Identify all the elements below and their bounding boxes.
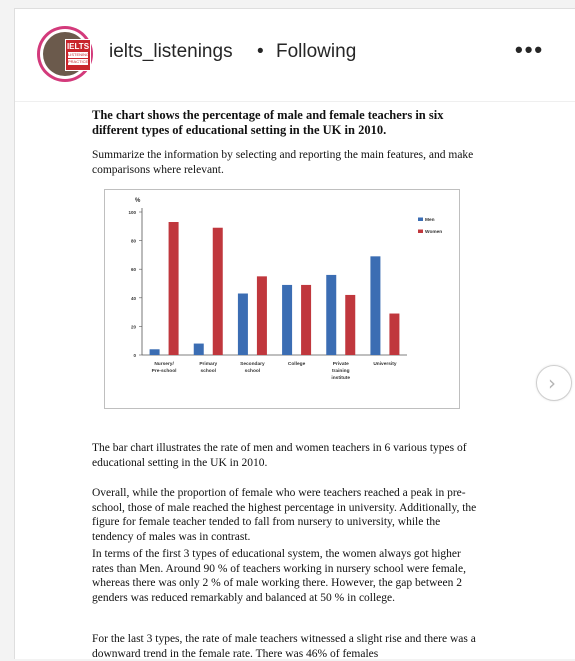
post-header [15, 9, 575, 102]
logo-line-3: PRACTICE [68, 59, 89, 64]
paragraph-4: For the last 3 types, the rate of male teachers witnessed a slight rise and there was a downward trend in the female rate. There was 46% of females [92, 633, 476, 660]
y-tick-label: 0 [133, 353, 136, 358]
x-tick-label: Secondary [240, 362, 265, 367]
x-tick-label: Pre-school [151, 369, 177, 374]
next-slide-button[interactable] [536, 365, 572, 401]
y-tick-label: 60 [130, 267, 136, 273]
task-instruction: Summarize the information by selecting and reporting the main features, and make comparisons where relevant. [92, 149, 474, 176]
legend-label: Men [425, 218, 435, 223]
y-tick-label: 100 [128, 210, 136, 215]
paragraph-2: Overall, while the proportion of female who were teachers reached a peak in pre-school, those of male reached the highest percentage in university. Additionally, the figure for female teacher tended to fall from nursery to university, while the tendency of males was in contrast. [92, 487, 477, 543]
y-tick-label: 20 [130, 324, 136, 330]
x-tick-label: College [287, 362, 306, 367]
chart-svg [105, 190, 459, 408]
bar-women [301, 285, 311, 355]
bar-women [345, 295, 355, 355]
x-tick-label: Nursery/ [154, 362, 174, 367]
ielts-logo [65, 39, 91, 71]
bar-women [257, 276, 267, 355]
x-tick-label: Primary [199, 362, 218, 367]
x-tick-label: school [244, 369, 261, 374]
x-tick-label: institute [331, 376, 351, 381]
bar-women [389, 314, 399, 355]
avatar-image [43, 32, 90, 76]
post-image [15, 102, 575, 659]
avatar-frame [40, 29, 90, 79]
bar-men [370, 256, 380, 355]
task-title: The chart shows the percentage of male and female teachers in six different types of educational setting in the UK in 2010. [92, 108, 444, 137]
logo-line-1: IELTS [66, 42, 90, 51]
x-tick-label: Private [332, 362, 349, 367]
instagram-post [14, 8, 575, 659]
paragraph-3: In terms of the first 3 types of educational system, the women always got higher rates than Men. Around 90 % of teachers working in nursery school were female, whereas there was only 2 % of male working there. However, the gap between 2 genders was reduced remarkably and balanced at 50 % in college. [92, 548, 466, 604]
bar-men [326, 275, 336, 355]
y-axis-label: % [135, 198, 141, 204]
bar-men [282, 285, 292, 355]
paragraph-1: The bar chart illustrates the rate of men and women teachers in 6 various types of educational setting in the UK in 2010. [92, 442, 467, 469]
y-tick-label: 40 [130, 295, 136, 301]
separator-dot: • [257, 41, 264, 62]
username-link[interactable]: ielts_listenings [109, 41, 233, 62]
logo-line-2: LISTENING [68, 52, 90, 57]
avatar[interactable] [37, 26, 93, 82]
bar-chart [104, 189, 460, 409]
chevron-right-icon: › [548, 371, 556, 395]
bar-men [238, 294, 248, 355]
x-tick-label: school [200, 369, 216, 374]
legend-swatch [418, 230, 423, 234]
y-tick-label: 80 [130, 238, 136, 244]
bar-women [213, 228, 223, 355]
more-options-icon[interactable]: ••• [515, 37, 545, 62]
bar-men [150, 349, 160, 355]
bar-women [169, 222, 179, 355]
legend-swatch [418, 218, 423, 222]
x-tick-label: University [373, 362, 397, 367]
legend-label: Women [425, 230, 443, 235]
following-button[interactable]: Following [276, 41, 357, 62]
x-tick-label: training [331, 369, 350, 374]
bar-men [194, 344, 204, 355]
